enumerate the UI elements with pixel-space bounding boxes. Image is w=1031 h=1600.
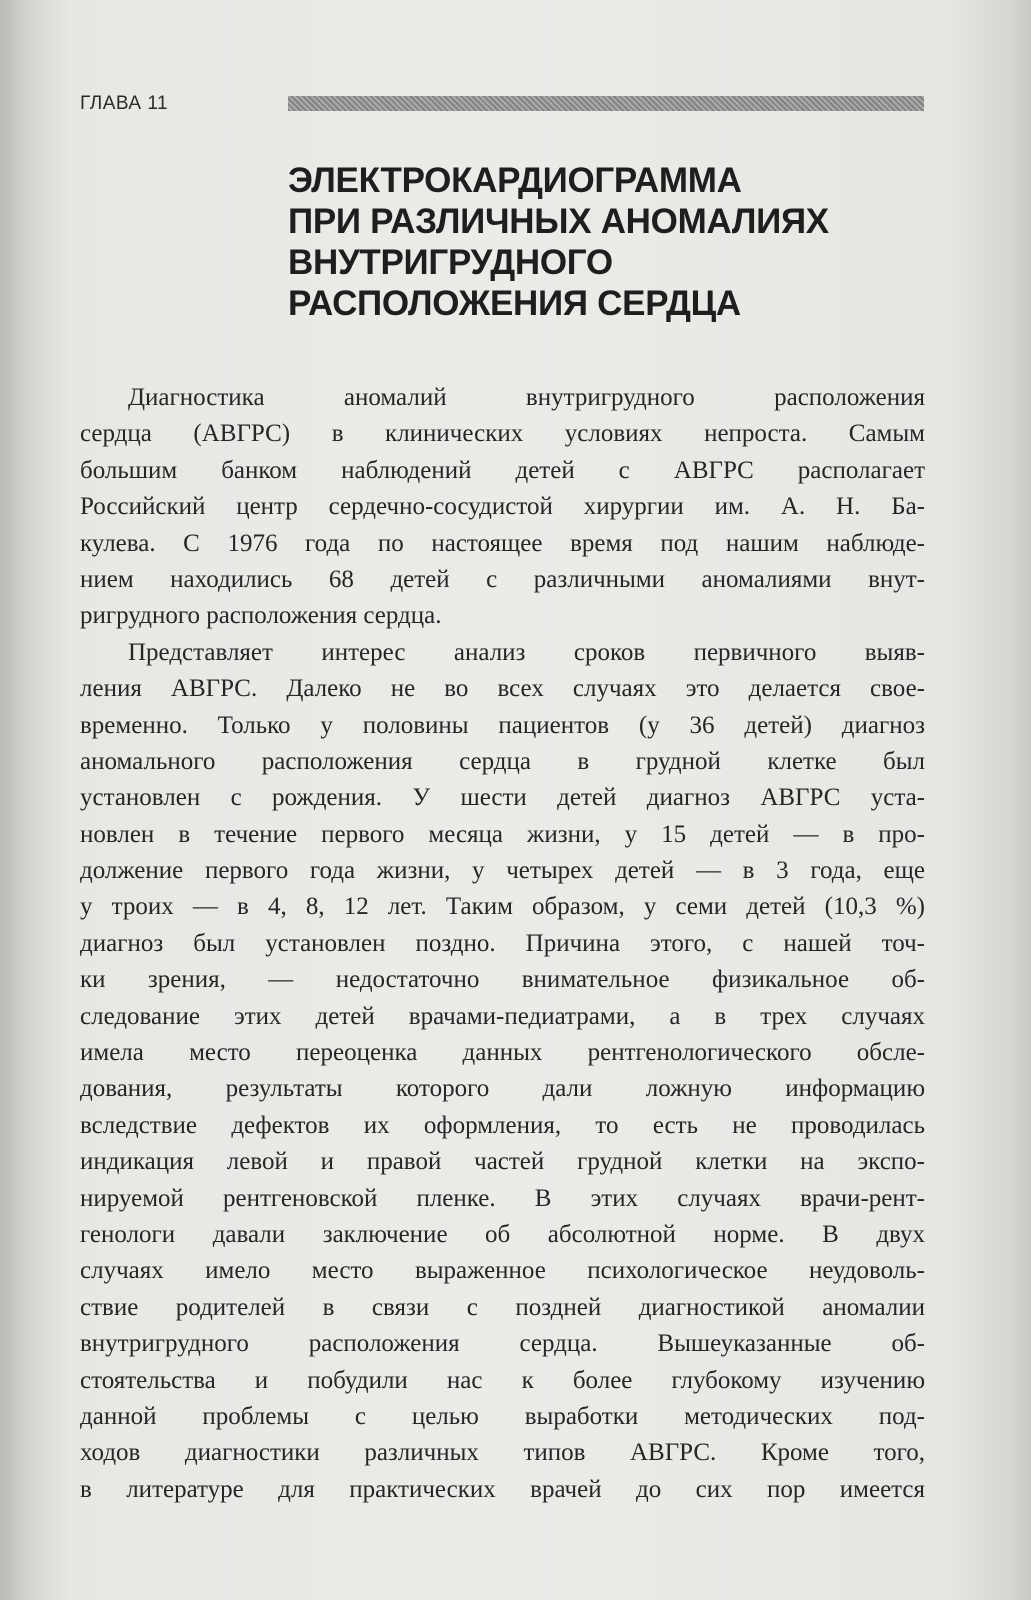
title-line: ПРИ РАЗЛИЧНЫХ АНОМАЛИЯХ [288,202,829,241]
paragraph-2-line: временно. Только у половины пациентов (у 36 детей) диагноз [80,711,925,739]
paragraph-2-line: генологи давали заключение об абсолютной норме. В двух [80,1220,925,1248]
paragraph-1-line: ригрудного расположения сердца. [80,602,442,630]
paragraph-2-line: ствие родителей в связи с поздней диагностикой аномалии [80,1293,925,1321]
paragraph-2-line: нируемой рентгеновской пленке. В этих случаях врачи-рент- [80,1184,925,1212]
paragraph-2-line: аномального расположения сердца в грудной клетке был [80,747,925,775]
title-line: ЭЛЕКТРОКАРДИОГРАММА [288,161,742,200]
paragraph-2-line: ходов диагностики различных типов АВГРС. Кроме того, [80,1439,925,1467]
paragraph-2-line: диагноз был установлен поздно. Причина этого, с нашей точ- [80,929,925,957]
chapter-title [288,160,928,324]
body-text [80,380,925,1508]
paragraph-2-line: индикация левой и правой частей грудной клетки на экспо- [80,1148,925,1176]
paragraph-2-line: ки зрения, — недостаточно внимательное физикальное об- [80,966,925,994]
chapter-label: ГЛАВА 11 [80,93,169,114]
paragraph-2-line: следование этих детей врачами-педиатрами, а в трех случаях [80,1002,925,1030]
paragraph-1-line: нием находились 68 детей с различными аномалиями внут- [80,565,925,593]
paragraph-2-line: внутригрудного расположения сердца. Вышеуказанные об- [80,1330,925,1358]
paragraph-2-line: дования, результаты которого дали ложную информацию [80,1075,925,1103]
paragraph-2-line: данной проблемы с целью выработки методических под- [80,1402,925,1430]
title-line: РАСПОЛОЖЕНИЯ СЕРДЦА [288,284,741,323]
title-line: ВНУТРИГРУДНОГО [288,243,613,282]
chapter-header-rule [288,96,924,111]
paragraph-2-line: новлен в течение первого месяца жизни, у 15 детей — в про- [80,820,925,848]
paragraph-1-line: Российский центр сердечно-сосудистой хирургии им. А. Н. Ба- [80,493,925,521]
paragraph-1-line: сердца (АВГРС) в клинических условиях непроста. Самым [80,420,925,448]
paragraph-2-line: в литературе для практических врачей до сих пор имеется [80,1475,925,1503]
paragraph-2-line: стоятельства и побудили нас к более глубокому изучению [80,1366,925,1394]
paragraph-1-line: большим банком наблюдений детей с АВГРС располагает [80,456,925,484]
paragraph-2-line: у троих — в 4, 8, 12 лет. Таким образом, у семи детей (10,3 %) [80,893,925,921]
paragraph-2-line: ления АВГРС. Далеко не во всех случаях это делается свое- [80,675,925,703]
paragraph-1-line: кулева. С 1976 года по настоящее время под нашим наблюде- [80,529,925,557]
paragraph-1-line: Диагностика аномалий внутригрудного расположения [128,384,925,411]
paragraph-2-line: случаях имело место выраженное психологическое неудоволь- [80,1257,925,1285]
paragraph-2-line: имела место переоценка данных рентгенологического обсле- [80,1039,925,1067]
paragraph-2-line: Представляет интерес анализ сроков первичного выяв- [128,638,925,666]
paragraph-2-line: установлен с рождения. У шести детей диагноз АВГРС уста- [80,784,925,812]
paragraph-2-line: должение первого года жизни, у четырех детей — в 3 года, еще [80,857,925,885]
paragraph-2-line: вследствие дефектов их оформления, то есть не проводилась [80,1111,925,1139]
